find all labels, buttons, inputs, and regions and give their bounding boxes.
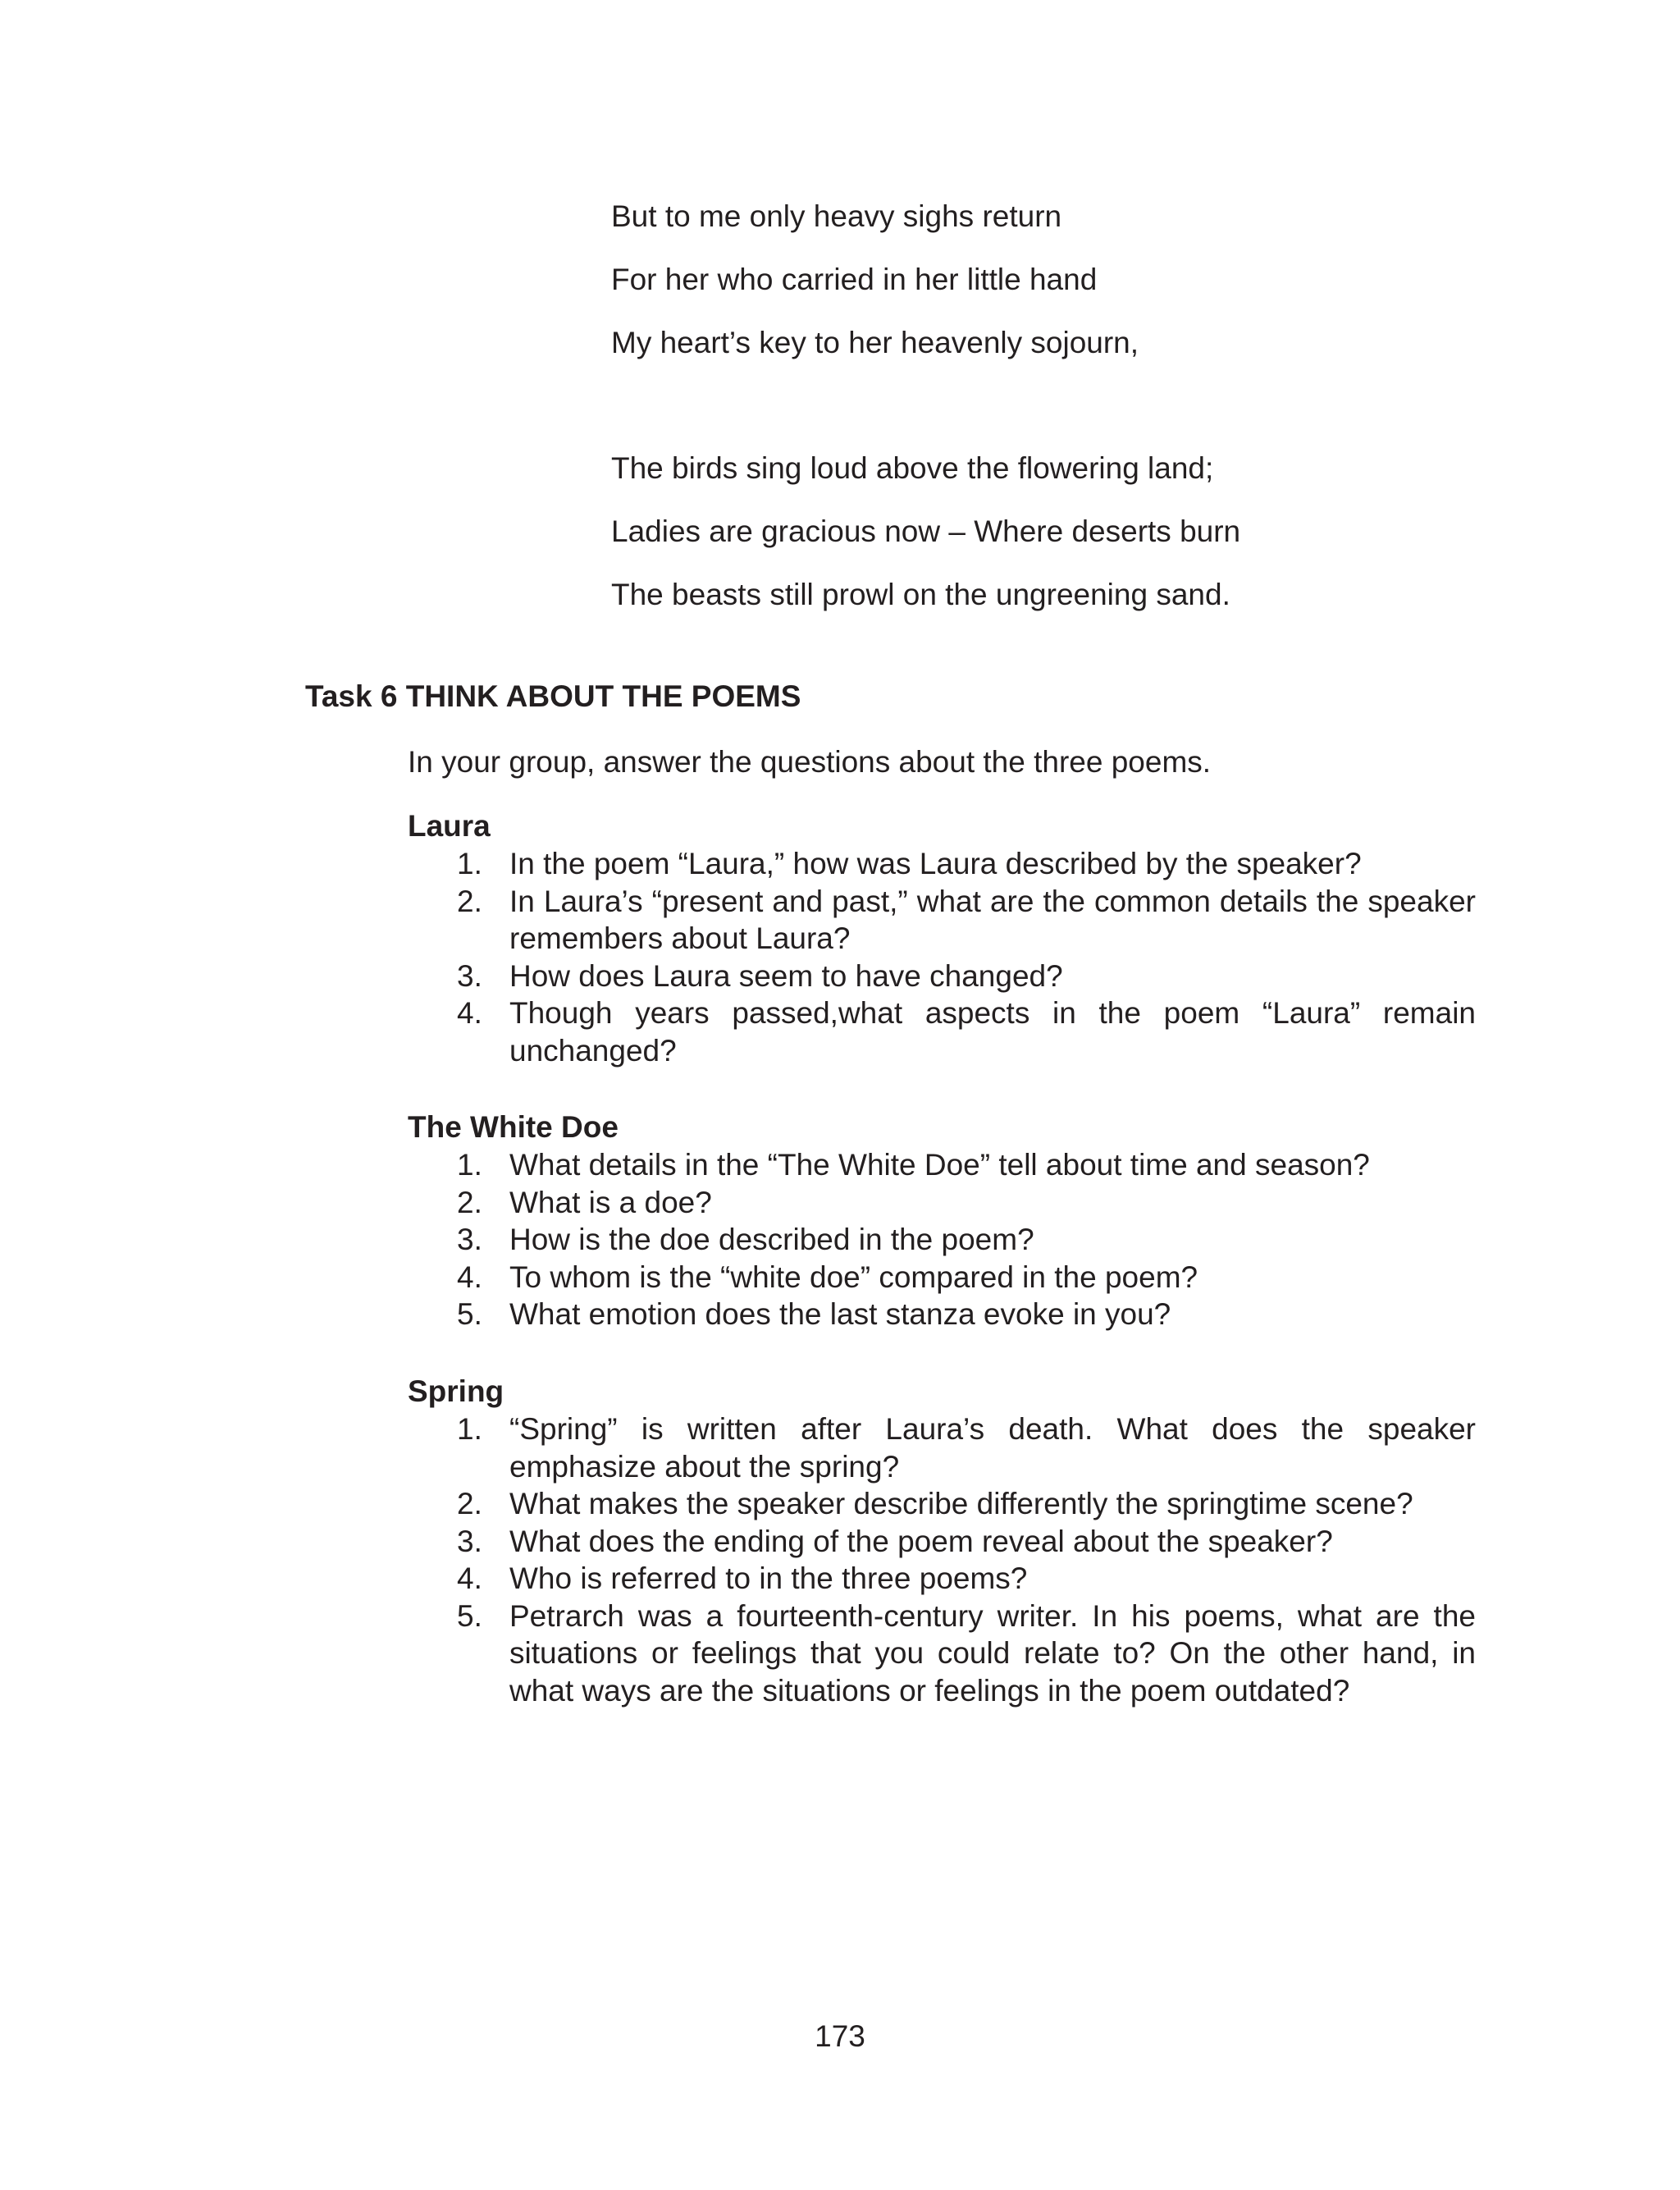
question-item	[408, 1523, 1476, 1561]
question-number: 2.	[457, 884, 482, 918]
question-number: 4.	[457, 996, 482, 1030]
poem-line: The beasts still prowl on the ungreening sand.	[611, 578, 1230, 611]
question-number: 5.	[457, 1297, 482, 1331]
section-spring	[408, 1373, 1476, 1709]
question-item	[408, 1221, 1476, 1259]
question-text: How is the doe described in the poem?	[509, 1223, 1034, 1256]
question-item	[408, 1598, 1476, 1710]
section-the-white-doe	[408, 1109, 1476, 1333]
question-item	[408, 1259, 1476, 1296]
question-list	[408, 1146, 1476, 1333]
section-title: Laura	[408, 809, 491, 843]
question-text: What is a doe?	[509, 1185, 712, 1219]
question-text: “Spring” is written after Laura’s death. What does the speaker emphasize about the spring?	[509, 1412, 1476, 1484]
question-number: 5.	[457, 1598, 482, 1633]
poem-line: Ladies are gracious now – Where deserts burn	[611, 514, 1241, 548]
question-item	[408, 1410, 1476, 1485]
question-number: 4.	[457, 1260, 482, 1294]
poem-excerpt	[611, 195, 1596, 637]
question-text: What does the ending of the poem reveal about the speaker?	[509, 1524, 1333, 1558]
question-number: 3.	[457, 958, 482, 993]
poem-line: For her who carried in her little hand	[611, 263, 1098, 296]
question-number: 1.	[457, 1412, 482, 1446]
question-item	[408, 883, 1476, 958]
question-item	[408, 1485, 1476, 1523]
question-text: What makes the speaker describe differently the springtime scene?	[509, 1487, 1413, 1520]
section-title: Spring	[408, 1374, 504, 1408]
question-number: 3.	[457, 1223, 482, 1256]
poem-line: But to me only heavy sighs return	[611, 199, 1062, 233]
question-item	[408, 958, 1476, 995]
question-item	[408, 1184, 1476, 1222]
question-item	[408, 1146, 1476, 1184]
task-instructions: In your group, answer the questions about the three poems.	[408, 745, 1212, 779]
question-item	[408, 845, 1476, 883]
section-title: The White Doe	[408, 1110, 619, 1144]
question-list	[408, 845, 1476, 1069]
question-item	[408, 1560, 1476, 1598]
question-text: Though years passed,what aspects in the poem “Laura” remain unchanged?	[509, 996, 1476, 1068]
stanza-gap	[611, 385, 1596, 447]
question-text: Petrarch was a fourteenth-century writer. In his poems, what are the situations or feelings that you could relate to? On the other hand, in what ways are the situations or feelings in the poem outdated?	[509, 1598, 1476, 1708]
question-item	[408, 1296, 1476, 1333]
question-text: What emotion does the last stanza evoke in you?	[509, 1297, 1171, 1331]
poem-line: The birds sing loud above the flowering land;	[611, 451, 1214, 485]
question-number: 2.	[457, 1487, 482, 1520]
question-text: To whom is the “white doe” compared in the poem?	[509, 1260, 1198, 1294]
poem-line: My heart’s key to her heavenly sojourn,	[611, 326, 1139, 359]
question-text: In the poem “Laura,” how was Laura described by the speaker?	[509, 847, 1362, 880]
question-text: Who is referred to in the three poems?	[509, 1561, 1028, 1595]
section-laura	[408, 807, 1476, 1069]
question-number: 1.	[457, 847, 482, 880]
task-title: Task 6 THINK ABOUT THE POEMS	[305, 679, 801, 713]
question-item	[408, 994, 1476, 1069]
question-number: 1.	[457, 1148, 482, 1182]
question-text: In Laura’s “present and past,” what are the common details the speaker remembers about Laura?	[509, 884, 1476, 955]
question-number: 3.	[457, 1524, 482, 1558]
question-text: What details in the “The White Doe” tell about time and season?	[509, 1148, 1370, 1182]
question-text: How does Laura seem to have changed?	[509, 958, 1063, 993]
question-list	[408, 1410, 1476, 1709]
question-number: 4.	[457, 1561, 482, 1595]
page-number: 173	[815, 2019, 865, 2053]
question-number: 2.	[457, 1185, 482, 1219]
